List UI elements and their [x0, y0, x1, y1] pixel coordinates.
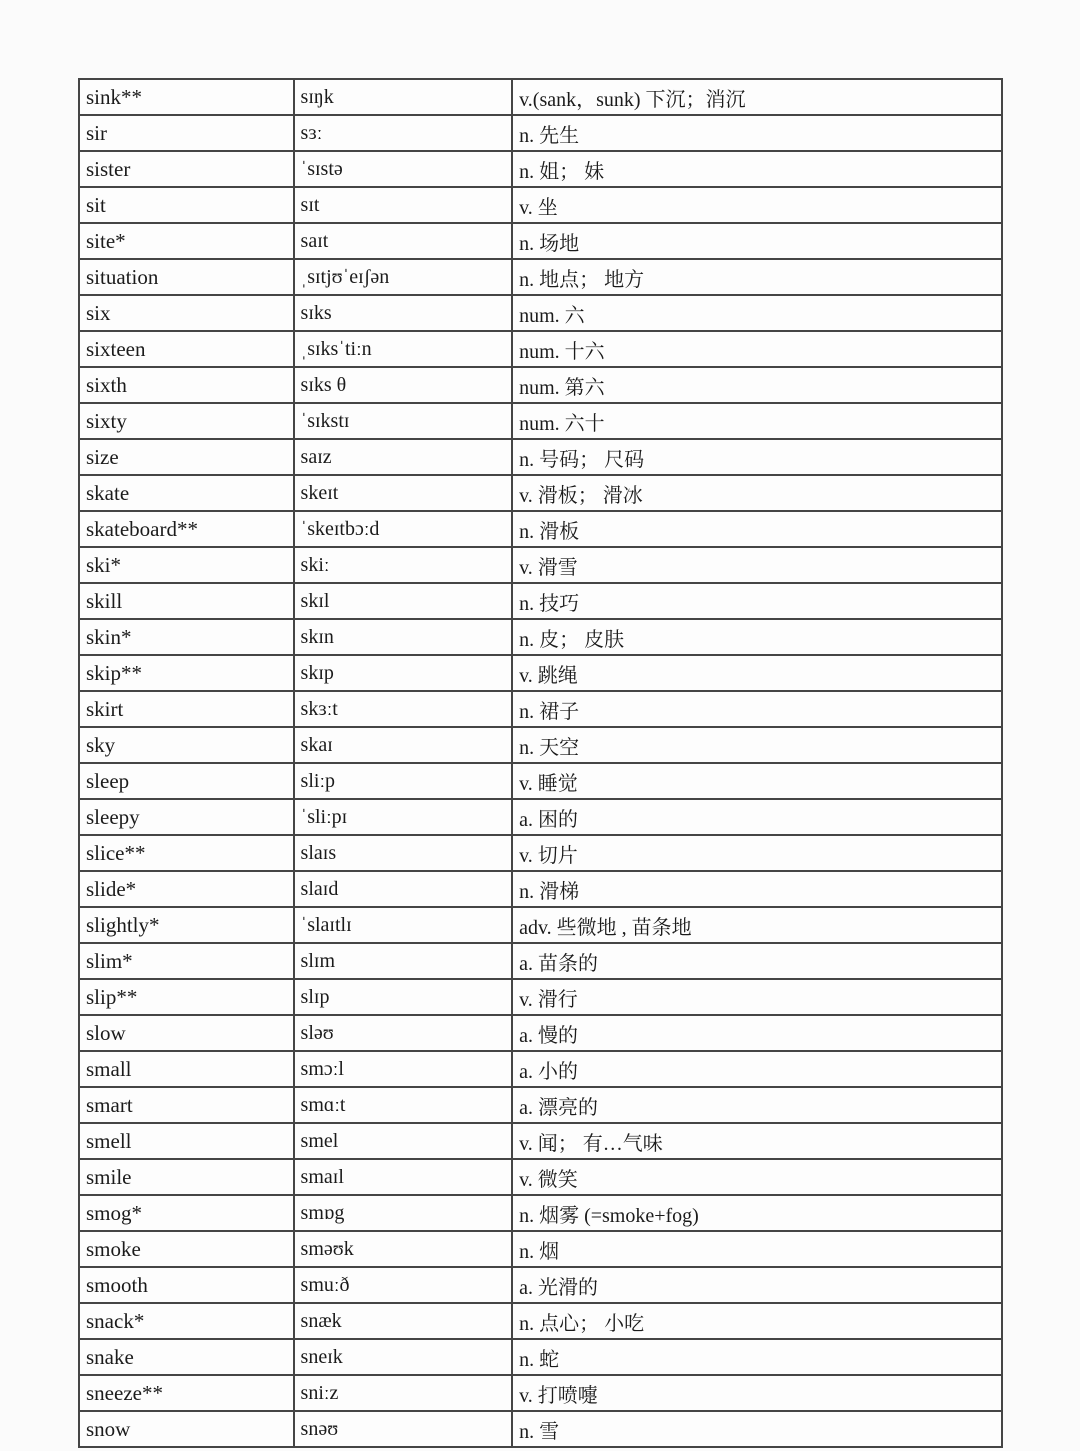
phonetic-cell: skɪp — [293, 656, 512, 690]
word-cell: skateboard** — [78, 512, 293, 546]
table-row — [78, 1088, 1003, 1124]
phonetic-cell: skeɪt — [293, 476, 512, 510]
table-row — [78, 692, 1003, 728]
meaning-cell: v. 打喷嚏 — [511, 1376, 1001, 1410]
meaning-cell: v. 睡觉 — [511, 764, 1001, 798]
meaning-cell: v. 微笑 — [511, 1160, 1001, 1194]
table-row — [78, 152, 1003, 188]
table-row — [78, 944, 1003, 980]
table-row — [78, 584, 1003, 620]
table-row — [78, 116, 1003, 152]
meaning-cell: v. 闻； 有…气味 — [511, 1124, 1001, 1158]
meaning-cell: n. 皮； 皮肤 — [511, 620, 1001, 654]
table-row — [78, 404, 1003, 440]
table-row — [78, 1052, 1003, 1088]
word-cell: skin* — [78, 620, 293, 654]
word-cell: sit — [78, 188, 293, 222]
phonetic-cell: ˈsliːpɪ — [293, 800, 512, 834]
phonetic-cell: skaɪ — [293, 728, 512, 762]
phonetic-cell: sməʊk — [293, 1232, 512, 1266]
meaning-cell: n. 技巧 — [511, 584, 1001, 618]
table-row — [78, 260, 1003, 296]
phonetic-cell: slaɪd — [293, 872, 512, 906]
meaning-cell: v. 滑板； 滑冰 — [511, 476, 1001, 510]
table-row — [78, 620, 1003, 656]
table-row — [78, 1016, 1003, 1052]
word-cell: sixteen — [78, 332, 293, 366]
meaning-cell: n. 先生 — [511, 116, 1001, 150]
meaning-cell: num. 十六 — [511, 332, 1001, 366]
word-cell: sixth — [78, 368, 293, 402]
phonetic-cell: snəʊ — [293, 1412, 512, 1446]
table-row — [78, 1268, 1003, 1304]
phonetic-cell: smɔːl — [293, 1052, 512, 1086]
table-row — [78, 188, 1003, 224]
word-cell: sky — [78, 728, 293, 762]
meaning-cell: a. 困的 — [511, 800, 1001, 834]
table-row — [78, 764, 1003, 800]
word-cell: smog* — [78, 1196, 293, 1230]
table-row — [78, 548, 1003, 584]
table-row — [78, 908, 1003, 944]
meaning-cell: n. 姐； 妹 — [511, 152, 1001, 186]
phonetic-cell: sɜː — [293, 116, 512, 150]
table-row — [78, 1124, 1003, 1160]
meaning-cell: n. 滑梯 — [511, 872, 1001, 906]
table-row — [78, 656, 1003, 692]
table-row — [78, 476, 1003, 512]
word-cell: sixty — [78, 404, 293, 438]
meaning-cell: v. 切片 — [511, 836, 1001, 870]
phonetic-cell: ˈskeɪtbɔːd — [293, 512, 512, 546]
word-cell: smoke — [78, 1232, 293, 1266]
phonetic-cell: skɪn — [293, 620, 512, 654]
phonetic-cell: sɪks θ — [293, 368, 512, 402]
meaning-cell: a. 光滑的 — [511, 1268, 1001, 1302]
word-cell: site* — [78, 224, 293, 258]
word-cell: sink** — [78, 80, 293, 114]
phonetic-cell: ˈsɪstə — [293, 152, 512, 186]
table-row — [78, 80, 1003, 116]
word-cell: snack* — [78, 1304, 293, 1338]
word-cell: smart — [78, 1088, 293, 1122]
meaning-cell: n. 蛇 — [511, 1340, 1001, 1374]
table-row — [78, 512, 1003, 548]
table-row — [78, 332, 1003, 368]
meaning-cell: n. 场地 — [511, 224, 1001, 258]
table-row — [78, 1160, 1003, 1196]
table-row — [78, 224, 1003, 260]
phonetic-cell: sneɪk — [293, 1340, 512, 1374]
meaning-cell: n. 号码； 尺码 — [511, 440, 1001, 474]
word-cell: slightly* — [78, 908, 293, 942]
meaning-cell: v. 跳绳 — [511, 656, 1001, 690]
table-row — [78, 1376, 1003, 1412]
meaning-cell: num. 六 — [511, 296, 1001, 330]
table-row — [78, 1304, 1003, 1340]
meaning-cell: n. 裙子 — [511, 692, 1001, 726]
phonetic-cell: sɪt — [293, 188, 512, 222]
word-cell: slip** — [78, 980, 293, 1014]
phonetic-cell: snæk — [293, 1304, 512, 1338]
phonetic-cell: ˌsɪksˈtiːn — [293, 332, 512, 366]
phonetic-cell: ˈsɪkstɪ — [293, 404, 512, 438]
table-row — [78, 728, 1003, 764]
meaning-cell: n. 地点； 地方 — [511, 260, 1001, 294]
meaning-cell: v. 坐 — [511, 188, 1001, 222]
table-row — [78, 440, 1003, 476]
vocabulary-table — [78, 78, 1003, 1448]
phonetic-cell: saɪt — [293, 224, 512, 258]
word-cell: skip** — [78, 656, 293, 690]
phonetic-cell: sɪks — [293, 296, 512, 330]
phonetic-cell: smuːð — [293, 1268, 512, 1302]
phonetic-cell: ˈslaɪtlɪ — [293, 908, 512, 942]
phonetic-cell: smɑːt — [293, 1088, 512, 1122]
table-row — [78, 836, 1003, 872]
word-cell: slim* — [78, 944, 293, 978]
word-cell: snow — [78, 1412, 293, 1446]
meaning-cell: adv. 些微地 , 苗条地 — [511, 908, 1001, 942]
word-cell: slice** — [78, 836, 293, 870]
meaning-cell: n. 雪 — [511, 1412, 1001, 1446]
word-cell: sir — [78, 116, 293, 150]
word-cell: sneeze** — [78, 1376, 293, 1410]
table-row — [78, 1340, 1003, 1376]
phonetic-cell: skɪl — [293, 584, 512, 618]
phonetic-cell: sniːz — [293, 1376, 512, 1410]
meaning-cell: v.(sank，sunk) 下沉；消沉 — [511, 80, 1001, 114]
table-row — [78, 980, 1003, 1016]
meaning-cell: n. 滑板 — [511, 512, 1001, 546]
meaning-cell: a. 小的 — [511, 1052, 1001, 1086]
word-cell: ski* — [78, 548, 293, 582]
meaning-cell: n. 烟 — [511, 1232, 1001, 1266]
meaning-cell: n. 点心； 小吃 — [511, 1304, 1001, 1338]
word-cell: smooth — [78, 1268, 293, 1302]
phonetic-cell: smɒg — [293, 1196, 512, 1230]
meaning-cell: a. 漂亮的 — [511, 1088, 1001, 1122]
meaning-cell: num. 第六 — [511, 368, 1001, 402]
word-cell: size — [78, 440, 293, 474]
meaning-cell: a. 慢的 — [511, 1016, 1001, 1050]
phonetic-cell: sɪŋk — [293, 80, 512, 114]
meaning-cell: a. 苗条的 — [511, 944, 1001, 978]
word-cell: skate — [78, 476, 293, 510]
table-row — [78, 296, 1003, 332]
phonetic-cell: smel — [293, 1124, 512, 1158]
word-cell: six — [78, 296, 293, 330]
phonetic-cell: slaɪs — [293, 836, 512, 870]
word-cell: situation — [78, 260, 293, 294]
table-row — [78, 1412, 1003, 1448]
phonetic-cell: slɪm — [293, 944, 512, 978]
word-cell: slide* — [78, 872, 293, 906]
phonetic-cell: skiː — [293, 548, 512, 582]
phonetic-cell: skɜːt — [293, 692, 512, 726]
meaning-cell: n. 烟雾 (=smoke+fog) — [511, 1196, 1001, 1230]
phonetic-cell: ˌsɪtjʊˈeɪʃən — [293, 260, 512, 294]
meaning-cell: n. 天空 — [511, 728, 1001, 762]
phonetic-cell: slɪp — [293, 980, 512, 1014]
word-cell: small — [78, 1052, 293, 1086]
word-cell: sister — [78, 152, 293, 186]
word-cell: skill — [78, 584, 293, 618]
phonetic-cell: saɪz — [293, 440, 512, 474]
phonetic-cell: smaɪl — [293, 1160, 512, 1194]
word-cell: smile — [78, 1160, 293, 1194]
phonetic-cell: sləʊ — [293, 1016, 512, 1050]
table-row — [78, 1196, 1003, 1232]
word-cell: sleep — [78, 764, 293, 798]
phonetic-cell: sliːp — [293, 764, 512, 798]
word-cell: smell — [78, 1124, 293, 1158]
meaning-cell: v. 滑雪 — [511, 548, 1001, 582]
table-row — [78, 872, 1003, 908]
meaning-cell: num. 六十 — [511, 404, 1001, 438]
word-cell: skirt — [78, 692, 293, 726]
meaning-cell: v. 滑行 — [511, 980, 1001, 1014]
table-row — [78, 800, 1003, 836]
word-cell: snake — [78, 1340, 293, 1374]
table-row — [78, 1232, 1003, 1268]
table-row — [78, 368, 1003, 404]
word-cell: sleepy — [78, 800, 293, 834]
word-cell: slow — [78, 1016, 293, 1050]
